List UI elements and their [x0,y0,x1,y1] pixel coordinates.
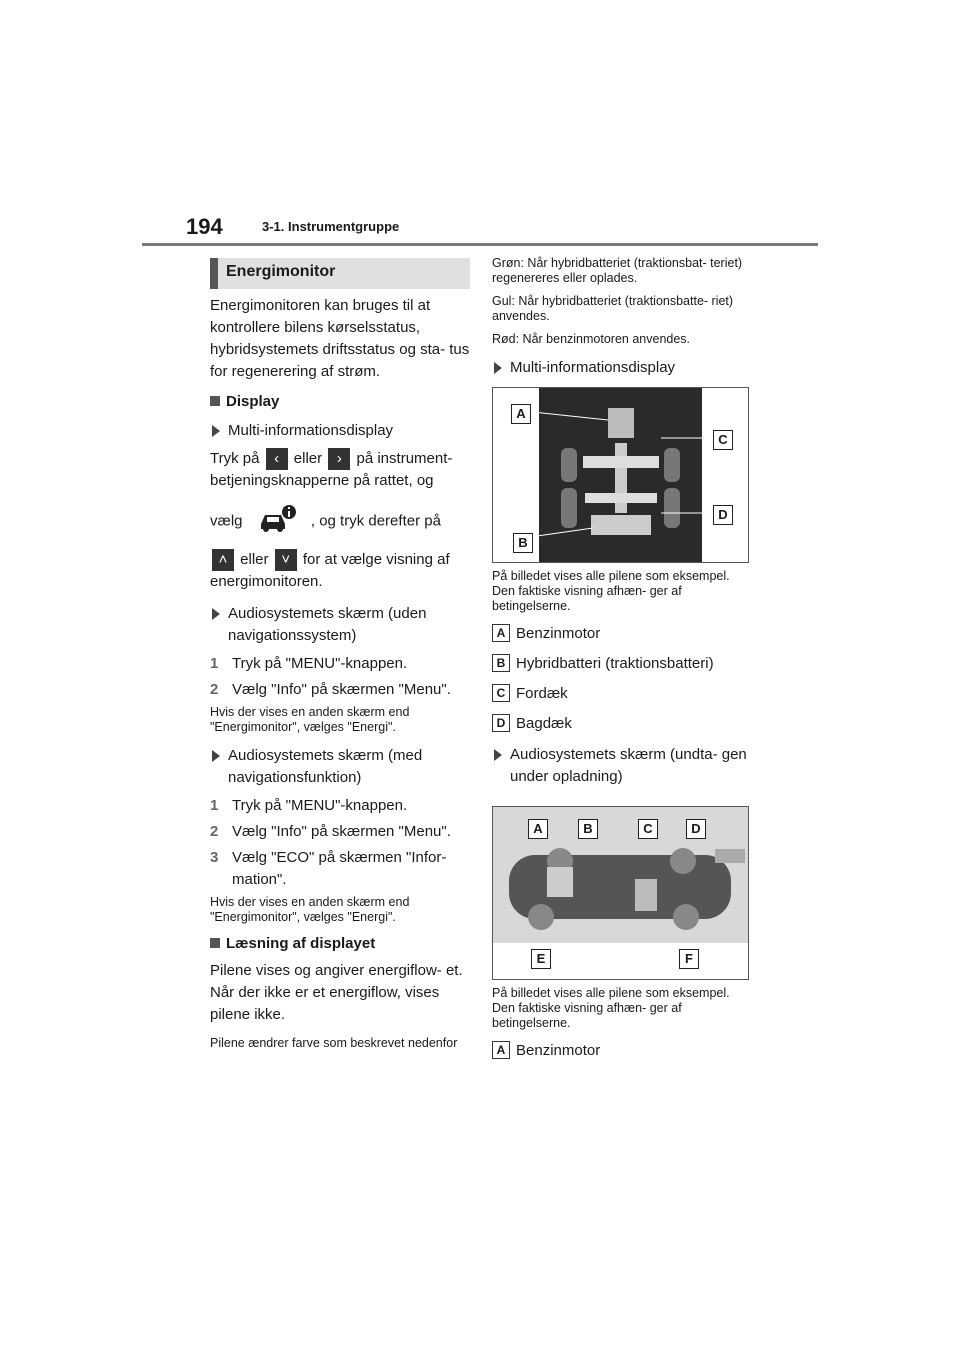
fig1-label-c: C [713,430,733,450]
fig2-label-a: A [528,819,548,839]
color-red: Rød: Når benzinmotoren anvendes. [492,332,691,346]
section-title: 3-1. Instrumentgruppe [262,219,400,234]
step-a1: 1 Tryk på "MENU"-knappen. [210,655,408,673]
instructions-3 [210,549,470,593]
figure-audio [492,806,749,980]
chevron-down-icon: ˅ [275,549,297,571]
fig1-label-b: B [513,533,533,553]
display-heading: Display [210,393,470,410]
read-text: Pilene vises og angiver energiflow- et. Når der ikke er et energiflow, vises pilene ikke. [210,962,463,1024]
instr-vaelg: vælg [210,512,243,530]
read-heading: Læsning af displayet [210,935,470,952]
chevron-up-icon: ˄ [212,549,234,571]
color-yellow: Gul: Når hybridbatteriet (traktionsbatte- riet) anvendes. [492,294,734,323]
car-info-icon [257,504,297,539]
instructions-2 [210,504,470,539]
legend-a: A Benzinmotor [492,624,754,642]
mid-title: Multi-informationsdisplay [210,420,470,442]
fig1-label-d: D [713,505,733,525]
note-b: Hvis der vises en anden skærm end "Energimonitor", vælges "Energi". [210,895,410,925]
legend-c: C Fordæk [492,684,754,702]
step-b3: 3 Vælg "ECO" på skærmen "Infor- mation". [210,849,447,889]
color-green: Grøn: Når hybridbatteriet (traktionsbat- teriet) regenereres eller oplades. [492,256,743,285]
right-column [492,256,754,1071]
fig2-label-d: D [686,819,706,839]
fig2-label-f: F [679,949,699,969]
right-mid-title: Multi-informationsdisplay [492,357,754,379]
header-rule [142,243,818,246]
chevron-left-icon: ‹ [266,448,288,470]
fig2-label-e: E [531,949,551,969]
note-a: Hvis der vises en anden skærm end "Energimonitor", vælges "Energi". [210,705,410,735]
legend2-a: A Benzinmotor [492,1041,754,1059]
read-note: Pilene ændrer farve som beskrevet nedenfor [210,1036,458,1051]
legend-b: B Hybridbatteri (traktionsbatteri) [492,654,754,672]
instr-tryk: Tryk på [210,450,260,467]
legend-d: D Bagdæk [492,714,754,732]
fig2-label-b: B [578,819,598,839]
instructions [210,448,470,492]
instr-eller1: eller [293,450,323,467]
instr-eller2: eller [240,551,269,569]
intro-text: Energimonitoren kan bruges til at kontrollere bilens kørselsstatus, hybridsystemets driftsstatus og sta- tus for regenerering af strøm. [210,297,470,380]
chevron-right-icon: › [328,448,350,470]
instr-pa: på instrument- betjeningsknapperne på rattet, og [210,450,453,490]
page-number: 194 [186,214,223,239]
step-b2: 2 Vælg "Info" på skærmen "Menu". [210,823,451,841]
box-title: Energimonitor [210,258,470,289]
instr-og: , og tryk derefter på [310,512,441,530]
audio-title: Audiosystemets skærm (undta- gen under opladning) [492,744,754,788]
audio-no-nav: Audiosystemets skærm (uden navigationssystem) [210,603,470,647]
left-column [210,258,470,1059]
step-b1: 1 Tryk på "MENU"-knappen. [210,797,408,815]
instr-for: for at vælge visning af energimonitoren. [210,551,450,591]
fig1-label-a: A [511,404,531,424]
figure-mid [492,387,749,563]
audio-nav: Audiosystemets skærm (med navigationsfunktion) [210,745,470,789]
step-a2: 2 Vælg "Info" på skærmen "Menu". [210,681,451,699]
fig2-label-c: C [638,819,658,839]
fig-note-1: På billedet vises alle pilene som eksempel. Den faktiske visning afhæn- ger af betingelserne. [492,569,730,613]
fig-note-2: På billedet vises alle pilene som eksempel. Den faktiske visning afhæn- ger af betingelserne. [492,986,730,1030]
